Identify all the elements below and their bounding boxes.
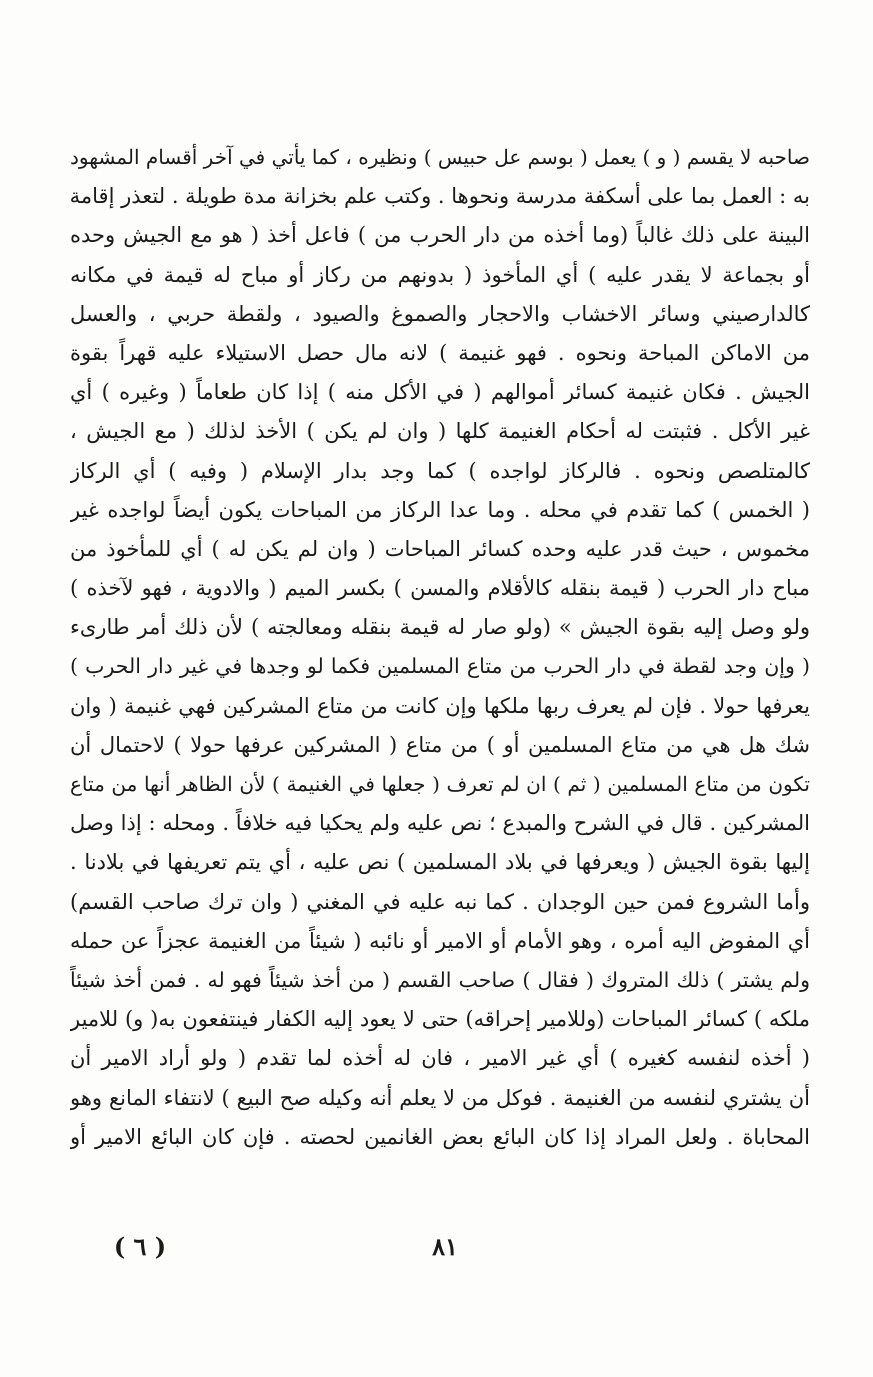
text-line: وأما الشروع فمن حين الوجدان . كما نبه عليه في المغني ( وان ترك صاحب القسم)	[70, 889, 810, 914]
text-line: المحاباة . ولعل المراد إذا كان البائع بعض الغانمين لحصته . فإن كان البائع الامير أو	[70, 1124, 810, 1149]
text-line: أو بجماعة لا يقدر عليه ) أي المأخوذ ( بدونهم من ركاز أو مباح له قيمة في مكانه	[70, 262, 810, 287]
text-line: ( وإن وجد لقطة في دار الحرب من متاع المسلمين فكما لو وجدها في غير دار الحرب )	[70, 654, 810, 679]
body-text	[70, 138, 810, 1157]
text-line: ( أخذه لنفسه كغيره ) أي غير الامير ، فان له أخذه لما تقدم ( ولو أراد الامير أن	[70, 1046, 810, 1071]
text-line: أن يشتري لنفسه من الغنيمة . فوكل من لا يعلم أنه وكيله صح البيع ) لانتفاء المانع وهو	[70, 1085, 810, 1110]
text-line: تكون من متاع المسلمين ( ثم ) ان لم تعرف ( جعلها في الغنيمة ) لأن الظاهر أنها من متاع	[70, 772, 810, 796]
text-line: البينة على ذلك غالباً (وما أخذه من دار الحرب من ) فاعل أخذ ( هو مع الجيش وحده	[70, 223, 810, 248]
text-line: إليها بقوة الجيش ( ويعرفها في بلاد المسلمين ) نص عليه ، أي يتم تعريفها في بلادنا .	[70, 850, 810, 875]
text-line: الجيش . فكان غنيمة كسائر أموالهم ( في الأكل منه ) إذا كان طعاماً ( وغيره ) أي	[70, 380, 810, 405]
text-line: به : العمل بما على أسكفة مدرسة ونحوها . وكتب علم بخزانة مدة طويلة . لتعذر إقامة	[70, 184, 810, 209]
signature-mark: ( ٦ )	[113, 1232, 167, 1261]
text-line: المشركين . قال في الشرح والمبدع ؛ نص عليه ولم يحكيا فيه خلافاً . ومحله : إذا وصل	[70, 811, 810, 836]
text-line: مخموس ، حيث قدر عليه وحده كسائر المباحات ( وان لم يكن له ) أي للمأخوذ من	[70, 536, 810, 561]
text-line: من الاماكن المباحة ونحوه . فهو غنيمة ) لانه مال حصل الاستيلاء عليه قهراً بقوة	[70, 340, 810, 365]
text-line: ولم يشتر ) ذلك المتروك ( فقال ) صاحب القسم ( من أخذ شيئاً فهو له . فمن أخذ شيئاً	[70, 967, 810, 992]
text-line: ملكه ) كسائر المباحات (وللامير إحراقه) حتى لا يعود إليه الكفار فينتفعون به( و) للامير	[70, 1007, 810, 1032]
text-line: ولو وصل إليه بقوة الجيش » (ولو صار له قيمة بنقله ومعالجته ) لأن ذلك أمر طارىء	[70, 615, 810, 640]
page-number: ٨١	[432, 1232, 458, 1261]
text-line: صاحبه لا يقسم ( و ) يعمل ( بوسم عل حبيس ) ونظيره ، كما يأتي في آخر أقسام المشهود	[70, 145, 810, 169]
text-line: يعرفها حولا . فإن لم يعرف ربها ملكها وإن كانت من متاع المشركين فهي غنيمة ( وان	[70, 693, 810, 718]
text-line: كالمتلصص ونحوه . فالركاز لواجده ) كما وجد بدار الإسلام ( وفيه ) أي الركاز	[70, 458, 810, 483]
text-line: كالدارصيني وسائر الاخشاب والاحجار والصموغ والصيود ، ولقطة حربي ، والعسل	[70, 301, 810, 326]
text-line: ( الخمس ) كما تقدم في محله . وما عدا الركاز من المباحات يكون أيضاً لواجده غير	[70, 497, 810, 522]
text-line: مباح دار الحرب ( قيمة بنقله كالأقلام والمسن ) بكسر الميم ( والادوية ، فهو لآخذه )	[70, 576, 810, 601]
text-line: شك هل هي من متاع المسلمين أو ) من متاع ( المشركين عرفها حولا ) لاحتمال أن	[70, 732, 810, 757]
text-line: أي المفوض اليه أمره ، وهو الأمام أو الامير أو نائبه ( شيئاً من الغنيمة عجزاً عن حمله	[70, 928, 810, 953]
text-line: غير الأكل . فثبتت له أحكام الغنيمة كلها ( وان لم يكن ) الأخذ لذلك ( مع الجيش ،	[70, 419, 810, 444]
page-footer	[0, 1232, 873, 1272]
